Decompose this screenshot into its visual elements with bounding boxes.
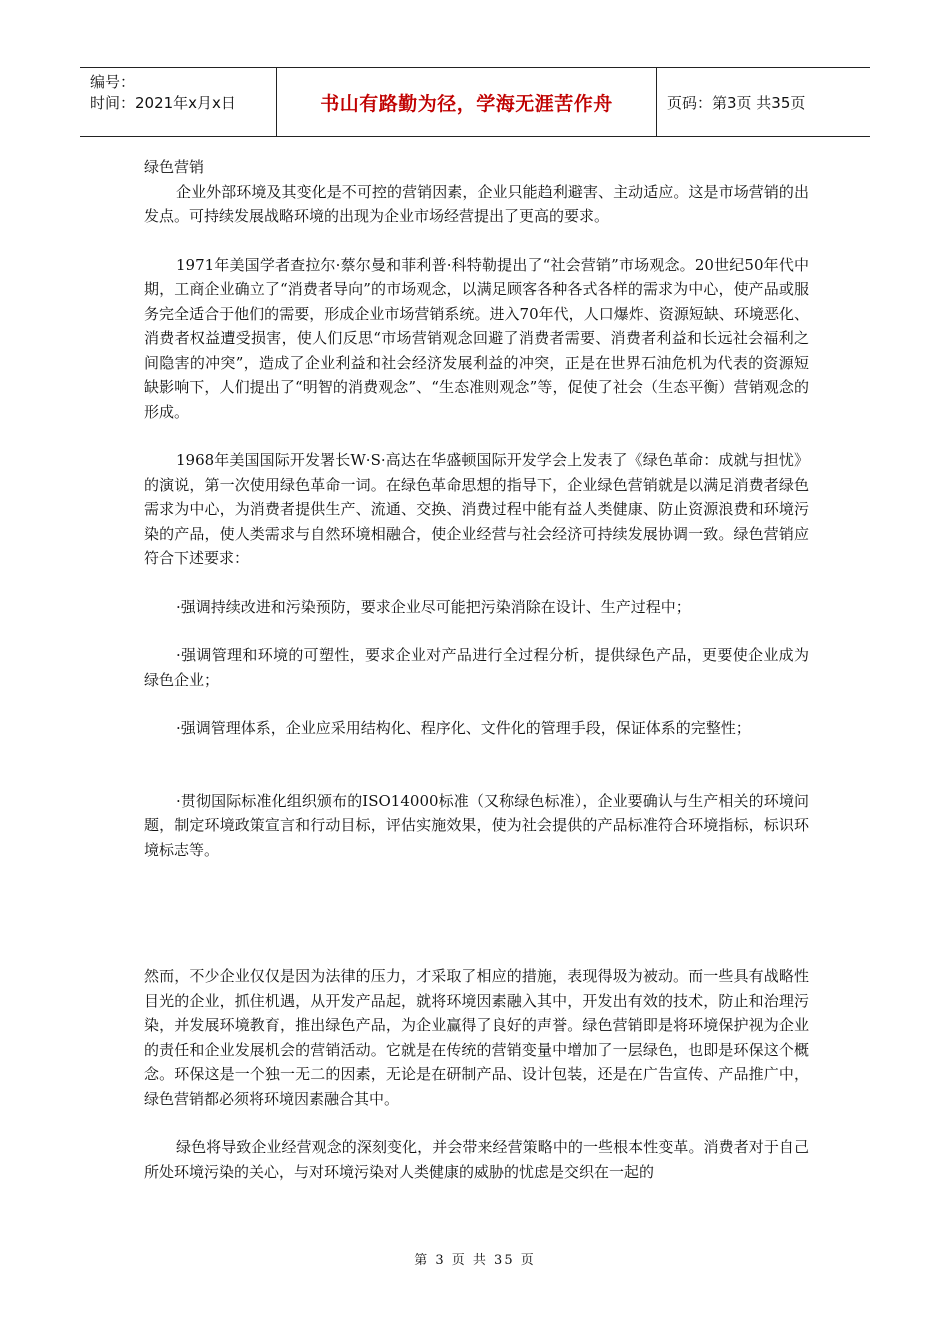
requirement-item: ·强调管理和环境的可塑性，要求企业对产品进行全过程分析，提供绿色产品，更要使企业成为绿色企业； [144, 646, 809, 689]
header-page-cell [657, 68, 870, 136]
document-number-label: 编号： [90, 73, 136, 91]
header-motto-cell [277, 68, 657, 136]
requirement-item: ·强调持续改进和污染预防，要求企业尽可能把污染消除在设计、生产过程中； [176, 597, 691, 616]
document-date: 时间：2021年x月x日 [90, 94, 236, 112]
document-header [80, 67, 870, 137]
section-title: 绿色营销 [144, 158, 205, 176]
paragraph-however: 然而，不少企业仅仅是因为法律的压力，才采取了相应的措施，表现得圾为被动。而一些具有战略性目光的企业，抓住机遇，从开发产品起，就将环境因素融入其中，开发出有效的技术，防止和治理污染，并发展环境教育，推出绿色产品，为企业赢得了良好的声誉。绿色营销即是将环境保护视为企业的责任和企业发展机会的营销活动。它就是在传统的营销变量中增加了一层绿色，也即是环保这个概念。环保这是一个独一无二的因素，无论是在研制产品、设计包装，还是在广告宣传、产品推广中，绿色营销都必须将环境因素融合其中。 [144, 967, 809, 1108]
header-motto: 书山有路勤为径，学海无涯苦作舟 [320, 92, 613, 115]
requirement-item: ·贯彻国际标准化组织颁布的ISO14000标准（又称绿色标准），企业要确认与生产相关的环境问题，制定环境政策宣言和行动目标，评估实施效果，使为社会提供的产品标准符合环境指标，标识环境标志等。 [144, 791, 809, 859]
paragraph-green-revolution: 1968年美国国际开发署长W·S·高达在华盛顿国际开发学会上发表了《绿色革命：成就与担忧》的演说，第一次使用绿色革命一词。在绿色革命思想的指导下，企业绿色营销就是以满足消费者绿色需求为中心，为消费者提供生产、流通、交换、消费过程中能有益人类健康、防止资源浪费和环境污染的产品，使人类需求与自然环境相融合，使企业经营与社会经济可持续发展协调一致。绿色营销应符合下述要求： [144, 451, 809, 567]
requirement-item: ·强调管理体系，企业应采用结构化、程序化、文件化的管理手段，保证体系的完整性； [176, 719, 751, 737]
paragraph-green-concept: 绿色将导致企业经营观念的深刻变化，并会带来经营策略中的一些根本性变革。消费者对于自己所处环境污染的关心，与对环境污染对人类健康的威胁的忧虑是交织在一起的 [144, 1138, 809, 1181]
paragraph-intro: 企业外部环境及其变化是不可控的营销因素，企业只能趋利避害、主动适应。这是市场营销的出发点。可持续发展战略环境的出现为企业市场经营提出了更高的要求。 [144, 182, 809, 225]
header-page-reference: 页码：第3页 共35页 [667, 93, 806, 112]
paragraph-social-marketing: 1971年美国学者查拉尔·蔡尔曼和菲利普·科特勒提出了“社会营销”市场观念。20世纪50年代中期，工商企业确立了“消费者导向”的市场观念，以满足顾客各种各式各样的需求为中心，使产品或服务完全适合于他们的需要，形成企业市场营销系统。进入70年代，人口爆炸、资源短缺、环境恶化、消费者权益遭受损害，使人们反思“市场营销观念回避了消费者需要、消费者利益和长远社会福利之间隐害的冲突”，造成了企业利益和社会经济发展利益的冲突，正是在世界石油危机为代表的资源短缺影响下，人们提出了“明智的消费观念”、“生态准则观念”等，促使了社会（生态平衡）营销观念的形成。 [144, 255, 809, 421]
header-meta-cell [80, 68, 277, 136]
page-footer: 第 3 页 共 35 页 [414, 1253, 536, 1268]
document-body [144, 155, 809, 1184]
